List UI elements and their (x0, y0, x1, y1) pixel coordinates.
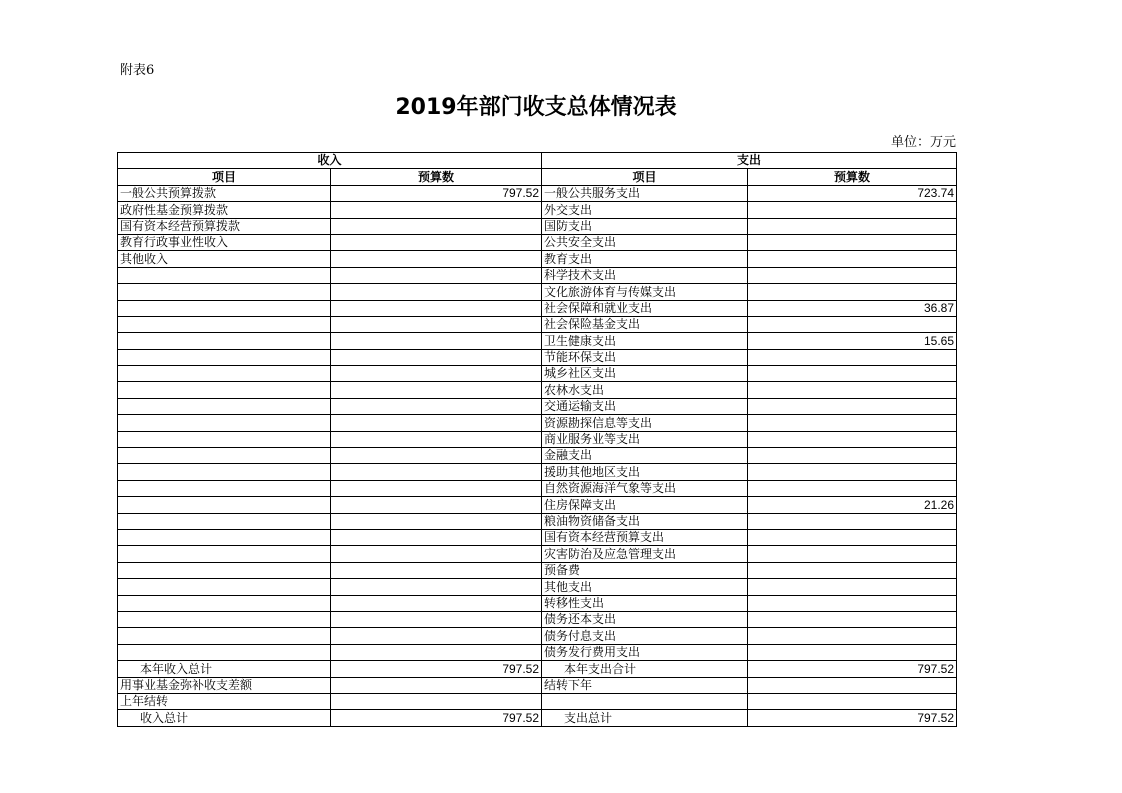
income-item-cell (118, 284, 331, 300)
income-item-cell (118, 497, 331, 513)
income-amount-cell (331, 480, 542, 496)
income-item-cell (118, 382, 331, 398)
income-amount-cell (331, 497, 542, 513)
table-row (118, 398, 957, 414)
expenditure-amount-cell (748, 677, 957, 693)
income-amount-cell (331, 218, 542, 234)
income-amount-cell (331, 234, 542, 250)
income-header: 收入 (118, 153, 542, 169)
expenditure-amount-cell (748, 234, 957, 250)
expenditure-item-cell: 科学技术支出 (542, 267, 748, 283)
income-item-cell (118, 513, 331, 529)
expenditure-amount-cell (748, 316, 957, 332)
table-row (118, 480, 957, 496)
expenditure-amount-cell (748, 448, 957, 464)
expenditure-item-cell: 自然资源海洋气象等支出 (542, 480, 748, 496)
income-amount-cell: 797.52 (331, 661, 542, 677)
expenditure-amount-cell: 36.87 (748, 300, 957, 316)
income-amount-cell (331, 529, 542, 545)
expenditure-amount-cell (748, 349, 957, 365)
expenditure-amount-cell (748, 382, 957, 398)
expenditure-item-cell: 债务付息支出 (542, 628, 748, 644)
income-item-cell (118, 529, 331, 545)
expenditure-item-cell: 教育支出 (542, 251, 748, 267)
income-item-cell: 其他收入 (118, 251, 331, 267)
income-item-cell (118, 333, 331, 349)
expenditure-item-header: 项目 (542, 169, 748, 185)
income-amount-cell: 797.52 (331, 185, 542, 201)
expenditure-amount-cell (748, 267, 957, 283)
income-amount-cell (331, 415, 542, 431)
page-title: 2019年部门收支总体情况表 (395, 95, 677, 120)
income-item-cell: 本年收入总计 (118, 661, 331, 677)
expenditure-item-cell: 农林水支出 (542, 382, 748, 398)
income-amount-cell (331, 611, 542, 627)
income-amount-cell (331, 513, 542, 529)
income-item-cell (118, 546, 331, 562)
table-row (118, 661, 957, 677)
table-row (118, 415, 957, 431)
table-row (118, 513, 957, 529)
income-item-cell (118, 464, 331, 480)
income-amount-cell (331, 251, 542, 267)
unit-label: 单位：万元 (890, 135, 956, 150)
table-row (118, 382, 957, 398)
income-item-cell (118, 366, 331, 382)
table-row (118, 448, 957, 464)
expenditure-item-cell: 城乡社区支出 (542, 366, 748, 382)
expenditure-amount-cell (748, 611, 957, 627)
table-row (118, 628, 957, 644)
table-row (118, 202, 957, 218)
income-amount-cell (331, 464, 542, 480)
table-row (118, 644, 957, 660)
table-row (118, 546, 957, 562)
income-amount-cell (331, 677, 542, 693)
table-row (118, 234, 957, 250)
expenditure-item-cell: 援助其他地区支出 (542, 464, 748, 480)
income-amount-cell (331, 366, 542, 382)
expenditure-item-cell: 转移性支出 (542, 595, 748, 611)
income-item-header: 项目 (118, 169, 331, 185)
income-item-cell (118, 644, 331, 660)
table-row (118, 333, 957, 349)
expenditure-amount-cell (748, 628, 957, 644)
expenditure-amount-cell (748, 431, 957, 447)
budget-table (117, 152, 957, 727)
income-item-cell: 用事业基金弥补收支差额 (118, 677, 331, 693)
income-item-cell (118, 628, 331, 644)
income-amount-cell (331, 300, 542, 316)
table-row (118, 251, 957, 267)
expenditure-item-cell: 资源勘探信息等支出 (542, 415, 748, 431)
expenditure-item-cell: 灾害防治及应急管理支出 (542, 546, 748, 562)
expenditure-amount-cell: 797.52 (748, 661, 957, 677)
income-item-cell (118, 431, 331, 447)
table-row (118, 218, 957, 234)
income-item-cell (118, 316, 331, 332)
column-header-row (118, 169, 957, 185)
expenditure-header: 支出 (542, 153, 957, 169)
attachment-label: 附表6 (120, 63, 155, 78)
expenditure-item-cell: 社会保障和就业支出 (542, 300, 748, 316)
income-item-cell (118, 415, 331, 431)
income-amount-cell (331, 693, 542, 709)
expenditure-amount-cell (748, 480, 957, 496)
table-row (118, 300, 957, 316)
income-item-cell (118, 480, 331, 496)
expenditure-amount-cell: 15.65 (748, 333, 957, 349)
expenditure-item-cell: 预备费 (542, 562, 748, 578)
expenditure-item-cell: 国防支出 (542, 218, 748, 234)
expenditure-amount-cell (748, 595, 957, 611)
table-row (118, 611, 957, 627)
expenditure-item-cell: 本年支出合计 (542, 661, 748, 677)
income-item-cell (118, 448, 331, 464)
expenditure-item-cell: 卫生健康支出 (542, 333, 748, 349)
expenditure-item-cell: 粮油物资储备支出 (542, 513, 748, 529)
income-item-cell (118, 267, 331, 283)
income-amount-cell: 797.52 (331, 710, 542, 726)
section-header-row (118, 153, 957, 169)
income-item-cell (118, 300, 331, 316)
expenditure-amount-cell (748, 415, 957, 431)
income-amount-cell (331, 284, 542, 300)
expenditure-amount-cell (748, 579, 957, 595)
income-amount-cell (331, 333, 542, 349)
expenditure-item-cell: 社会保险基金支出 (542, 316, 748, 332)
income-item-cell (118, 579, 331, 595)
expenditure-item-cell: 住房保障支出 (542, 497, 748, 513)
expenditure-amount-cell (748, 284, 957, 300)
table-row (118, 366, 957, 382)
income-item-cell (118, 398, 331, 414)
income-item-cell (118, 611, 331, 627)
table-row (118, 267, 957, 283)
income-item-cell: 一般公共预算拨款 (118, 185, 331, 201)
expenditure-item-cell: 金融支出 (542, 448, 748, 464)
expenditure-item-cell: 外交支出 (542, 202, 748, 218)
expenditure-amount-cell (748, 693, 957, 709)
expenditure-item-cell: 一般公共服务支出 (542, 185, 748, 201)
table-row (118, 497, 957, 513)
income-item-cell: 教育行政事业性收入 (118, 234, 331, 250)
income-item-cell (118, 595, 331, 611)
expenditure-amount-cell (748, 251, 957, 267)
table-row (118, 595, 957, 611)
expenditure-amount-cell (748, 529, 957, 545)
expenditure-amount-cell (748, 218, 957, 234)
income-amount-cell (331, 202, 542, 218)
expenditure-amount-cell (748, 202, 957, 218)
expenditure-amount-cell (748, 513, 957, 529)
table-row (118, 579, 957, 595)
income-item-cell: 上年结转 (118, 693, 331, 709)
expenditure-item-cell: 债务还本支出 (542, 611, 748, 627)
expenditure-amount-cell: 797.52 (748, 710, 957, 726)
income-amount-cell (331, 595, 542, 611)
table-row (118, 562, 957, 578)
table-row (118, 529, 957, 545)
income-item-cell (118, 349, 331, 365)
expenditure-item-cell: 支出总计 (542, 710, 748, 726)
expenditure-item-cell: 结转下年 (542, 677, 748, 693)
income-budget-header: 预算数 (331, 169, 542, 185)
expenditure-item-cell: 商业服务业等支出 (542, 431, 748, 447)
expenditure-amount-cell (748, 562, 957, 578)
expenditure-amount-cell (748, 644, 957, 660)
table-row (118, 349, 957, 365)
income-amount-cell (331, 579, 542, 595)
income-amount-cell (331, 316, 542, 332)
expenditure-item-cell (542, 693, 748, 709)
expenditure-item-cell: 债务发行费用支出 (542, 644, 748, 660)
income-amount-cell (331, 382, 542, 398)
income-item-cell (118, 562, 331, 578)
income-amount-cell (331, 628, 542, 644)
expenditure-item-cell: 其他支出 (542, 579, 748, 595)
expenditure-item-cell: 文化旅游体育与传媒支出 (542, 284, 748, 300)
income-item-cell: 国有资本经营预算拨款 (118, 218, 331, 234)
expenditure-item-cell: 公共安全支出 (542, 234, 748, 250)
table-row (118, 185, 957, 201)
expenditure-amount-cell: 723.74 (748, 185, 957, 201)
expenditure-amount-cell (748, 398, 957, 414)
expenditure-amount-cell (748, 366, 957, 382)
expenditure-budget-header: 预算数 (748, 169, 957, 185)
expenditure-item-cell: 节能环保支出 (542, 349, 748, 365)
income-item-cell: 政府性基金预算拨款 (118, 202, 331, 218)
income-amount-cell (331, 448, 542, 464)
expenditure-amount-cell (748, 464, 957, 480)
expenditure-amount-cell: 21.26 (748, 497, 957, 513)
income-amount-cell (331, 562, 542, 578)
table-row (118, 284, 957, 300)
table-row (118, 677, 957, 693)
income-amount-cell (331, 398, 542, 414)
table-row (118, 464, 957, 480)
table-row (118, 693, 957, 709)
income-amount-cell (331, 546, 542, 562)
income-amount-cell (331, 267, 542, 283)
expenditure-item-cell: 国有资本经营预算支出 (542, 529, 748, 545)
table-row (118, 316, 957, 332)
income-item-cell: 收入总计 (118, 710, 331, 726)
income-amount-cell (331, 349, 542, 365)
income-amount-cell (331, 644, 542, 660)
table-row (118, 431, 957, 447)
income-amount-cell (331, 431, 542, 447)
table-row (118, 710, 957, 726)
expenditure-item-cell: 交通运输支出 (542, 398, 748, 414)
expenditure-amount-cell (748, 546, 957, 562)
